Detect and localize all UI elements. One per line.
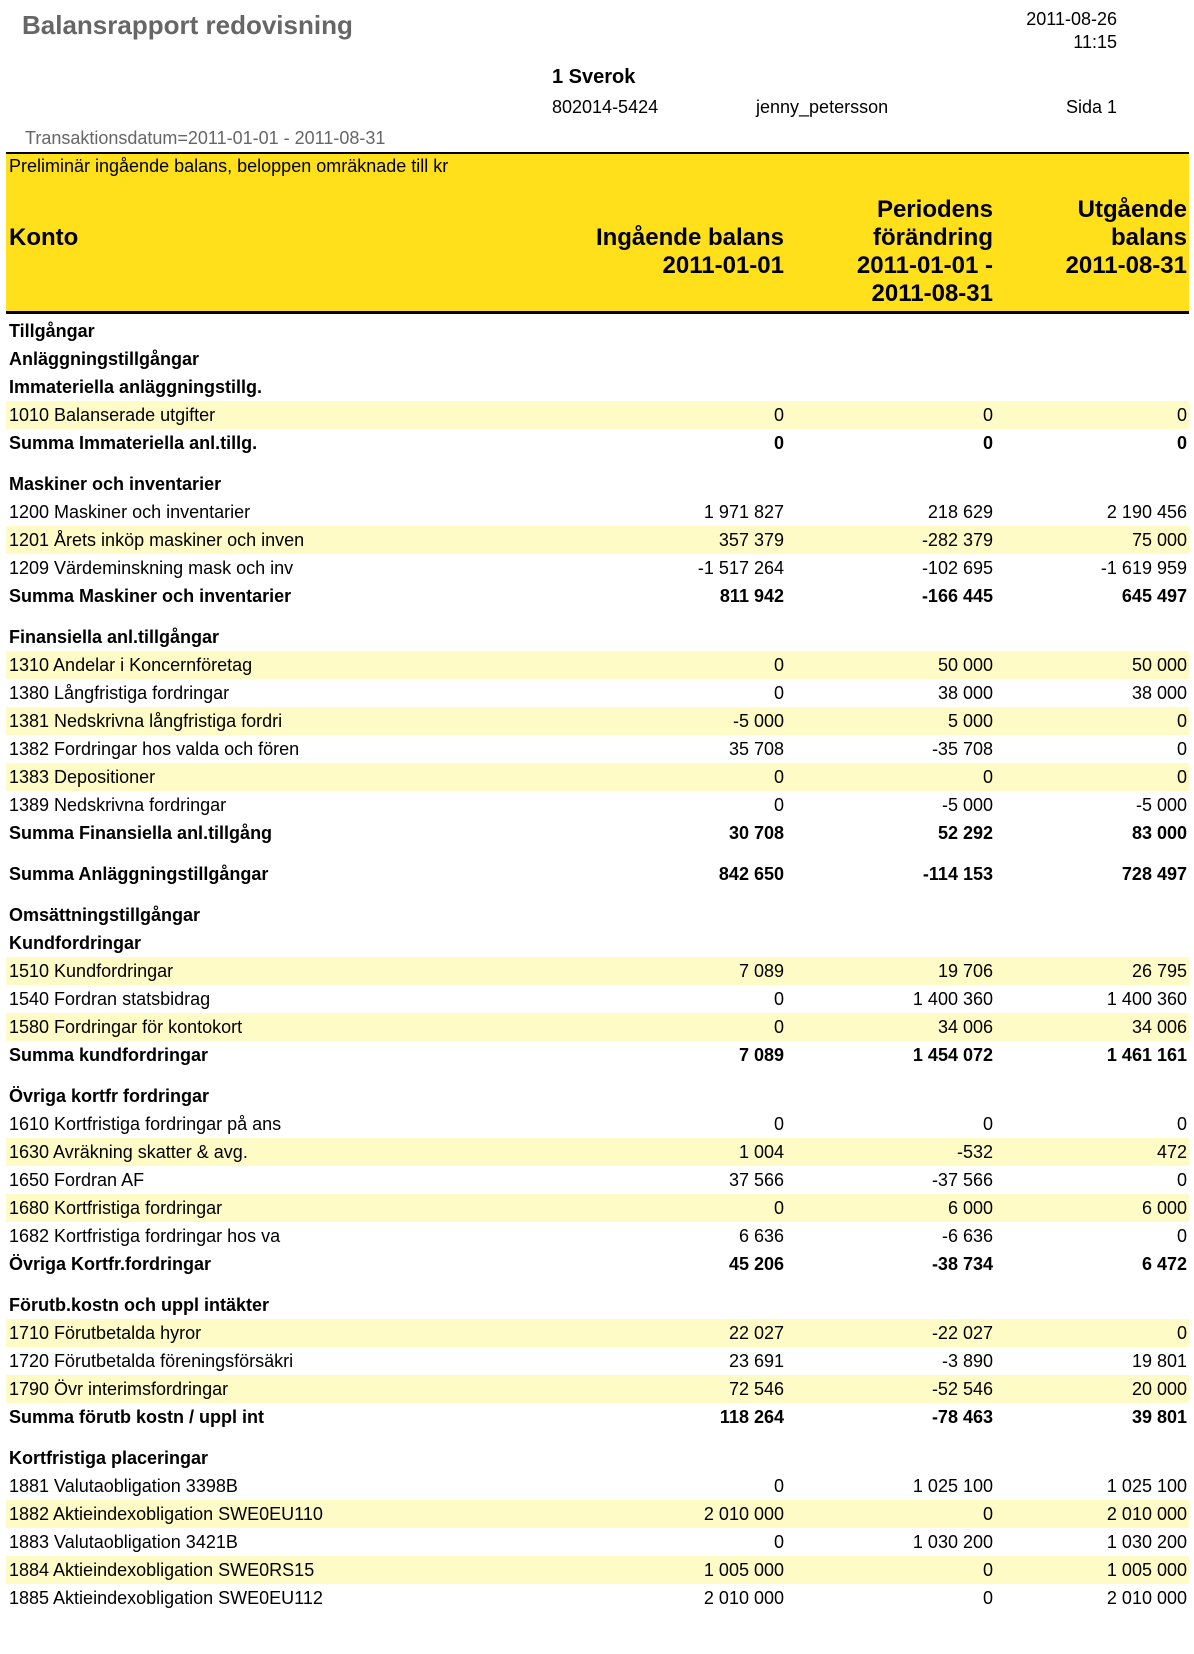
table-row xyxy=(6,1347,1189,1375)
closing-balance-value: 6 000 xyxy=(1141,1198,1187,1218)
table-row xyxy=(6,1375,1189,1403)
account-label: 1884 Aktieindexobligation SWE0RS15 xyxy=(9,1560,315,1580)
table-row xyxy=(6,429,1189,457)
closing-balance-value: 19 801 xyxy=(1131,1351,1187,1371)
table-row xyxy=(6,498,1189,526)
period-change-value: -102 695 xyxy=(921,558,993,578)
period-change-value: 6 000 xyxy=(947,1198,993,1218)
organization-number: 802014-5424 xyxy=(552,97,659,117)
print-time: 11:15 xyxy=(1073,32,1117,52)
period-change-value: 5 000 xyxy=(947,711,993,731)
account-label: 1720 Förutbetalda föreningsförsäkri xyxy=(9,1351,294,1371)
table-row xyxy=(6,1194,1189,1222)
account-label: Tillgångar xyxy=(9,321,95,341)
closing-balance-value: 0 xyxy=(1176,739,1187,759)
header-line: 2011-08-31 xyxy=(871,280,993,307)
opening-balance-value: 0 xyxy=(773,405,784,425)
table-row xyxy=(6,317,1189,345)
table-row xyxy=(6,679,1189,707)
opening-balance-value: 0 xyxy=(773,433,784,453)
organization-name: 1 Sverok xyxy=(552,66,636,88)
closing-balance-value: 38 000 xyxy=(1131,683,1187,703)
opening-balance-value: 0 xyxy=(773,655,784,675)
account-label: Finansiella anl.tillgångar xyxy=(9,627,220,647)
account-label: 1610 Kortfristiga fordringar på ans xyxy=(9,1114,282,1134)
closing-balance-value: 2 010 000 xyxy=(1106,1588,1187,1608)
account-label: Anläggningstillgångar xyxy=(9,349,200,369)
account-label: Summa kundfordringar xyxy=(9,1045,209,1065)
table-row xyxy=(6,1319,1189,1347)
account-label: 1510 Kundfordringar xyxy=(9,961,174,981)
table-header xyxy=(6,152,1189,314)
column-header-opening-balance xyxy=(596,224,784,280)
account-label: Maskiner och inventarier xyxy=(9,474,222,494)
closing-balance-value: 0 xyxy=(1176,1323,1187,1343)
table-row xyxy=(6,1444,1189,1472)
account-label: Omsättningstillgångar xyxy=(9,905,201,925)
column-header-closing-balance xyxy=(1066,196,1187,280)
opening-balance-value: 37 566 xyxy=(728,1170,784,1190)
opening-balance-value: 35 708 xyxy=(728,739,784,759)
account-label: 1790 Övr interimsfordringar xyxy=(9,1379,229,1399)
closing-balance-value: 0 xyxy=(1176,711,1187,731)
table-row xyxy=(6,1584,1189,1612)
period-change-value: -52 546 xyxy=(931,1379,993,1399)
account-label: 1680 Kortfristiga fordringar xyxy=(9,1198,223,1218)
header-line: 2011-01-01 xyxy=(662,252,784,279)
table-row xyxy=(6,554,1189,582)
account-label: 1200 Maskiner och inventarier xyxy=(9,502,251,522)
opening-balance-value: 0 xyxy=(773,1198,784,1218)
print-date: 2011-08-26 xyxy=(1026,9,1117,29)
table-row xyxy=(6,929,1189,957)
table-row xyxy=(6,623,1189,651)
period-change-value: 1 454 072 xyxy=(912,1045,993,1065)
account-label: 1682 Kortfristiga fordringar hos va xyxy=(9,1226,281,1246)
table-row xyxy=(6,1472,1189,1500)
opening-balance-value: 842 650 xyxy=(718,864,784,884)
header-line: Utgående xyxy=(1077,196,1187,223)
table-row xyxy=(6,1082,1189,1110)
period-change-value: -78 463 xyxy=(931,1407,993,1427)
table-row xyxy=(6,763,1189,791)
closing-balance-value: 0 xyxy=(1176,1170,1187,1190)
preliminary-note: Preliminär ingående balans, beloppen omräknade till kr xyxy=(9,156,449,176)
header-line: balans xyxy=(1110,224,1187,251)
report-title: Balansrapport redovisning xyxy=(22,10,353,40)
table-row xyxy=(6,1403,1189,1431)
account-label: 1389 Nedskrivna fordringar xyxy=(9,795,227,815)
table-row xyxy=(6,1528,1189,1556)
period-change-value: 0 xyxy=(982,1560,993,1580)
account-label: 1209 Värdeminskning mask och inv xyxy=(9,558,294,578)
opening-balance-value: 1 004 xyxy=(738,1142,784,1162)
opening-balance-value: 22 027 xyxy=(728,1323,784,1343)
account-label: Immateriella anläggningstillg. xyxy=(9,377,263,397)
table-row xyxy=(6,401,1189,429)
account-label: Summa förutb kostn / uppl int xyxy=(9,1407,264,1427)
closing-balance-value: 0 xyxy=(1176,405,1187,425)
closing-balance-value: -5 000 xyxy=(1135,795,1187,815)
user-name: jenny_petersson xyxy=(756,97,889,117)
period-change-value: 218 629 xyxy=(927,502,993,522)
table-row xyxy=(6,1110,1189,1138)
table-row xyxy=(6,707,1189,735)
period-change-value: -6 636 xyxy=(941,1226,993,1246)
account-label: 1382 Fordringar hos valda och fören xyxy=(9,739,300,759)
table-row xyxy=(6,1166,1189,1194)
account-label: 1883 Valutaobligation 3421B xyxy=(9,1532,238,1552)
table-row xyxy=(6,651,1189,679)
account-label: 1381 Nedskrivna långfristiga fordri xyxy=(9,711,283,731)
closing-balance-value: 34 006 xyxy=(1131,1017,1187,1037)
closing-balance-value: 26 795 xyxy=(1131,961,1187,981)
account-label: 1540 Fordran statsbidrag xyxy=(9,989,211,1009)
closing-balance-value: 728 497 xyxy=(1121,864,1187,884)
page-number: Sida 1 xyxy=(1065,97,1117,117)
account-label: 1201 Årets inköp maskiner och inven xyxy=(9,530,305,550)
closing-balance-value: -1 619 959 xyxy=(1100,558,1187,578)
opening-balance-value: 2 010 000 xyxy=(703,1504,784,1524)
account-label: Summa Finansiella anl.tillgång xyxy=(9,823,273,843)
period-change-value: 1 025 100 xyxy=(912,1476,993,1496)
period-change-value: -114 153 xyxy=(922,864,993,884)
period-change-value: 34 006 xyxy=(937,1017,993,1037)
table-row xyxy=(6,735,1189,763)
table-row xyxy=(6,957,1189,985)
table-row xyxy=(6,470,1189,498)
opening-balance-value: 7 089 xyxy=(738,961,784,981)
header-line: Periodens xyxy=(876,196,993,223)
account-label: 1310 Andelar i Koncernföretag xyxy=(9,655,253,675)
opening-balance-value: 23 691 xyxy=(728,1351,784,1371)
opening-balance-value: 7 089 xyxy=(738,1045,784,1065)
closing-balance-value: 1 025 100 xyxy=(1106,1476,1187,1496)
period-change-value: -37 566 xyxy=(931,1170,993,1190)
table-row xyxy=(6,819,1189,847)
opening-balance-value: 0 xyxy=(773,683,784,703)
account-label: Summa Maskiner och inventarier xyxy=(9,586,292,606)
account-label: 1630 Avräkning skatter & avg. xyxy=(9,1142,248,1162)
table-row xyxy=(6,373,1189,401)
opening-balance-value: 357 379 xyxy=(718,530,784,550)
account-label: Övriga kortfr fordringar xyxy=(9,1086,210,1106)
table-row xyxy=(6,526,1189,554)
table-row xyxy=(6,1222,1189,1250)
closing-balance-value: 0 xyxy=(1176,1114,1187,1134)
table-row xyxy=(6,1556,1189,1584)
header-line: förändring xyxy=(873,224,993,251)
account-label: 1882 Aktieindexobligation SWE0EU110 xyxy=(9,1504,323,1524)
period-change-value: -5 000 xyxy=(941,795,993,815)
closing-balance-value: 1 400 360 xyxy=(1106,989,1187,1009)
account-label: 1885 Aktieindexobligation SWE0EU112 xyxy=(9,1588,323,1608)
period-change-value: 0 xyxy=(982,767,993,787)
period-change-value: -282 379 xyxy=(921,530,993,550)
opening-balance-value: 1 005 000 xyxy=(703,1560,784,1580)
table-row xyxy=(6,901,1189,929)
period-change-value: 0 xyxy=(982,433,993,453)
opening-balance-value: 0 xyxy=(773,767,784,787)
period-change-value: -3 890 xyxy=(941,1351,993,1371)
period-change-value: 0 xyxy=(982,405,993,425)
account-label: 1383 Depositioner xyxy=(9,767,156,787)
opening-balance-value: 0 xyxy=(773,989,784,1009)
period-change-value: 1 030 200 xyxy=(912,1532,993,1552)
closing-balance-value: 0 xyxy=(1176,1226,1187,1246)
period-change-value: 52 292 xyxy=(937,823,993,843)
account-label: Kundfordringar xyxy=(9,933,141,953)
account-label: 1580 Fordringar för kontokort xyxy=(9,1017,243,1037)
period-change-value: 19 706 xyxy=(937,961,993,981)
account-label: Summa Anläggningstillgångar xyxy=(9,864,269,884)
column-header-period-change xyxy=(857,196,993,308)
closing-balance-value: 645 497 xyxy=(1121,586,1187,606)
closing-balance-value: 1 005 000 xyxy=(1106,1560,1187,1580)
period-change-value: 50 000 xyxy=(937,655,993,675)
closing-balance-value: 1 030 200 xyxy=(1106,1532,1187,1552)
header-line: 2011-01-01 - xyxy=(856,252,993,279)
account-label: Övriga Kortfr.fordringar xyxy=(9,1254,212,1274)
opening-balance-value: 0 xyxy=(773,1114,784,1134)
closing-balance-value: 0 xyxy=(1176,433,1187,453)
header-line: Ingående balans xyxy=(595,224,784,251)
closing-balance-value: 50 000 xyxy=(1131,655,1187,675)
opening-balance-value: 6 636 xyxy=(738,1226,784,1246)
header-line: 2011-08-31 xyxy=(1065,252,1187,279)
account-label: 1010 Balanserade utgifter xyxy=(9,405,216,425)
closing-balance-value: 2 010 000 xyxy=(1106,1504,1187,1524)
opening-balance-value: 118 264 xyxy=(719,1407,784,1427)
opening-balance-value: 45 206 xyxy=(728,1254,784,1274)
period-change-value: -166 445 xyxy=(921,586,993,606)
closing-balance-value: 1 461 161 xyxy=(1106,1045,1187,1065)
table-row xyxy=(6,985,1189,1013)
period-change-value: 0 xyxy=(982,1504,993,1524)
closing-balance-value: 20 000 xyxy=(1131,1379,1187,1399)
column-header-konto: Konto xyxy=(9,224,79,251)
closing-balance-value: 472 xyxy=(1156,1142,1187,1162)
period-change-value: 38 000 xyxy=(937,683,993,703)
opening-balance-value: 811 942 xyxy=(719,586,784,606)
closing-balance-value: 39 801 xyxy=(1131,1407,1187,1427)
period-change-value: -22 027 xyxy=(931,1323,993,1343)
opening-balance-value: 0 xyxy=(773,795,784,815)
print-timestamp xyxy=(1026,8,1117,54)
table-row xyxy=(6,860,1189,888)
account-label: Summa Immateriella anl.tillg. xyxy=(9,433,258,453)
account-label: 1650 Fordran AF xyxy=(9,1170,145,1190)
period-change-value: -532 xyxy=(956,1142,993,1162)
table-row xyxy=(6,1250,1189,1278)
account-label: Kortfristiga placeringar xyxy=(9,1448,209,1468)
closing-balance-value: 0 xyxy=(1176,767,1187,787)
opening-balance-value: 2 010 000 xyxy=(703,1588,784,1608)
opening-balance-value: 72 546 xyxy=(728,1379,784,1399)
transaction-date-filter: Transaktionsdatum=2011-01-01 - 2011-08-31 xyxy=(25,128,386,148)
opening-balance-value: 30 708 xyxy=(728,823,784,843)
table-row xyxy=(6,1138,1189,1166)
period-change-value: -35 708 xyxy=(931,739,993,759)
opening-balance-value: 0 xyxy=(773,1532,784,1552)
period-change-value: 0 xyxy=(982,1588,993,1608)
table-row xyxy=(6,1500,1189,1528)
table-row xyxy=(6,1291,1189,1319)
closing-balance-value: 2 190 456 xyxy=(1106,502,1187,522)
table-row xyxy=(6,582,1189,610)
opening-balance-value: -5 000 xyxy=(732,711,784,731)
account-label: Förutb.kostn och uppl intäkter xyxy=(9,1295,269,1315)
opening-balance-value: -1 517 264 xyxy=(697,558,784,578)
closing-balance-value: 83 000 xyxy=(1131,823,1187,843)
closing-balance-value: 75 000 xyxy=(1131,530,1187,550)
table-row xyxy=(6,345,1189,373)
account-label: 1380 Långfristiga fordringar xyxy=(9,683,230,703)
period-change-value: 0 xyxy=(982,1114,993,1134)
opening-balance-value: 0 xyxy=(773,1017,784,1037)
table-row xyxy=(6,791,1189,819)
closing-balance-value: 6 472 xyxy=(1141,1254,1187,1274)
table-row xyxy=(6,1013,1189,1041)
period-change-value: -38 734 xyxy=(931,1254,993,1274)
account-label: 1881 Valutaobligation 3398B xyxy=(9,1476,238,1496)
opening-balance-value: 1 971 827 xyxy=(703,502,784,522)
table-row xyxy=(6,1041,1189,1069)
account-label: 1710 Förutbetalda hyror xyxy=(9,1323,202,1343)
balance-table-body xyxy=(6,317,1189,1612)
opening-balance-value: 0 xyxy=(773,1476,784,1496)
period-change-value: 1 400 360 xyxy=(912,989,993,1009)
